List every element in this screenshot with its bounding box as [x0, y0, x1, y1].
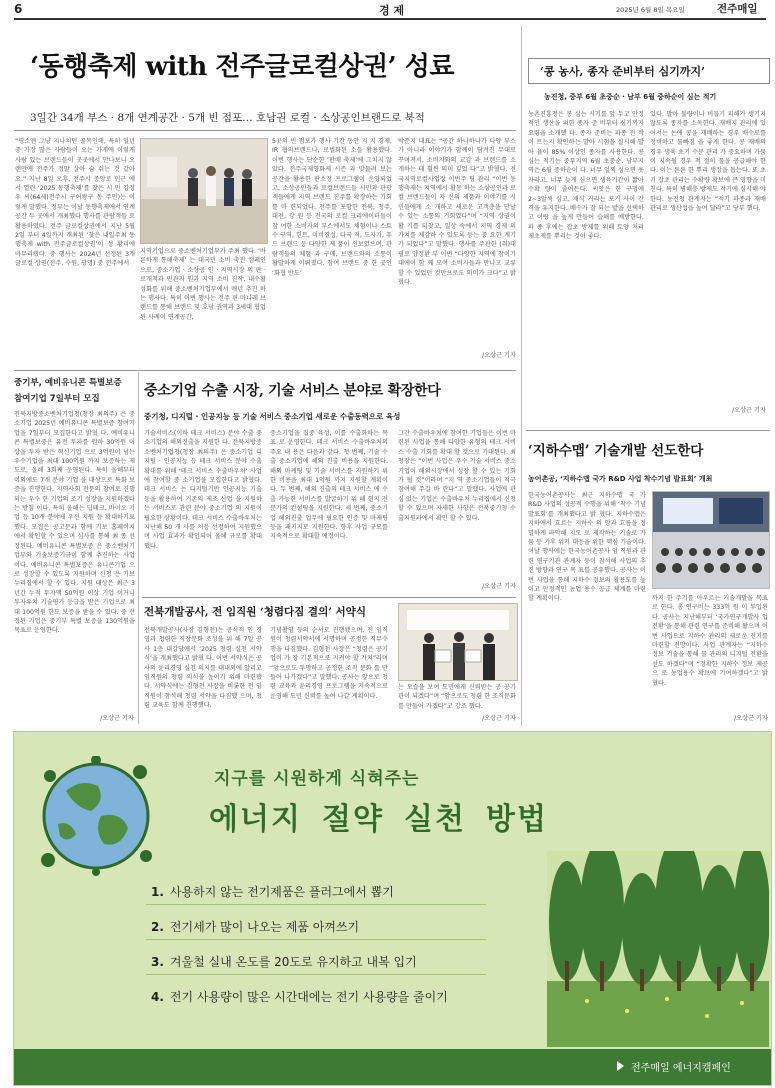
paper-name: 전주매일: [717, 3, 758, 15]
underground-article-col2: 까지 한 주기를 아우르는 기술개발을 목표로 한다. 총 연구비는 333억 원 이 투입된다. 공사는 지난해부터 ‘국가연구개발사 업 전환’을 통해 관련 연구를 준비해 왔으며 이번 사업으로 지하수 관리의 새로운 전기를 마련할 전망이다. 사업 관계자는 “지하수 정보 기술을 통해 물 관리의 디지털 전환을 선도 하겠다”며 “정확한 지하수 정보 제공으 로 농업용수 확보에 기여하겠다”고 밝 혔다.: [652, 595, 768, 687]
energy-campaign-ad: [13, 731, 772, 1086]
divider: [146, 904, 486, 905]
forest-photo: [547, 851, 769, 1047]
bean-subhead: 농진청, 중부 6월 초중순 · 남부 6월 중하순이 심는 적기: [544, 93, 717, 101]
main-article-col2: 지역기업으로 중소벤처기업부가 주최 했다. ‘바른하게 통해축제’ 는 대국민 소비 축진 캠페인으로, 중소기업 · 소상공 인 · 지역시장 의 판 · 로개척과 민관지 원과 지역 소비 진작, 내수활성화를 위해 중소벤처기업부에서 매년 추진 하는 행사다. 특히 이번 행사는 전주 핀 마니레 브랜드를 통해 브랜드 및 호남 권역과 3세대 협업된 사례이 연계공간,: [140, 248, 266, 321]
export-subhead: 중기청, 디지털 · 인공지능 등 기술 서비스 중소기업 새로운 수출동력으로 육성: [144, 412, 401, 421]
ad-title-big: 에너지 절약 실천 방법: [209, 802, 549, 837]
forum-article-photo: [398, 603, 518, 681]
export-article-byline: /오상근 기자: [482, 583, 516, 590]
ad-tip-number: 4.: [151, 990, 164, 1004]
forum-article-col1: 전북개발공사(사장 김형천)는 공식적 인 경영과 청렴한 직장문화 조성을 위 해 7일 공사 1층 대강당에서 ‘2025 청렴 실천 서약식’을 개최했다고 밝혔 다. 이번 서약식은 공사의 윤리경영 실천 의지를 대내외에 알리고 임직원의 청렴 의식을 높이기 위해 마련됐다. 서약식에는 김형천 사장을 비롯한 전 임직원이 참석해 청렴 서약을 다짐했 으며, 청렴 교육도 함께 진행했다.: [144, 627, 262, 710]
page-header: [14, 0, 766, 20]
page-number: 6: [14, 2, 23, 16]
export-article-col1: 기술서비스(이하 테크 서비스) 분야 수출 중소기업의 해외진출을 지원한 다. 전북지방중소벤처기업청(청장 최의주) 은 중소기업 디지털 · 인공지능 등 테크 서비스 분야 수출 확대를 위해 ‘테크 서비스 수출바우처’ 사업에 참여할 중 소기업을 모집한다고 밝혔다. 테크 서비스 는 디지털기반 인공지능 기술 등을 활용하여 기존의 제조 산업 을 지원하는 서비스로 관련 분야 중소기업 의 지원이 필요한 상황이다. 테크 서비스 수출바우처는 지난해 50 개 사를 처음 선정하여 지원했으며 사업 효과가 확인되어 올해 규모를 확대했다.: [144, 430, 262, 550]
main-subhead: 3일간 34개 부스 · 8개 연계공간 · 5개 빈 점포… 호남권 로컬 · 소상공인브랜드로 북적: [30, 112, 425, 124]
divider: [146, 939, 486, 940]
main-article-col1: “평소엔 그냥 지나치던 골목인데, 특히 일년 중 가장 많은 사람들이 오는 가게에 이렇게 사람 있는 브랜드들이 곳곳에서 만나보니 오랜만에 전주가 정말 살아 숨 쉬는 것 같아요.” 지난 8일 오후, 전주시 중앙로 인근 에서 열린 ‘2025 동행축제’를 찾은 시 민 김정우 씨(64세)전주시 구어왕구 동 주민)는 이렇게 말했다. 정부는 이날 동행축제에서 연계 공간 두 곳에서 개최했다 행사를 관람객들 로 활용하였다. 전주 글로컬상권에서 지난 5월 2일 부터 4일까지 개최된 ‘찾은 내일주최 동행축제 with 전주글로컬상권’이 성 황리에 마무리됐다. 중 행사는 2024년 선정된 3개 글로컬 상권(전주, 수원, 광명) 중 전주에서: [15, 138, 135, 268]
underground-article-photo: [652, 491, 770, 589]
campaign-label: 전주매일 에너지캠페인: [631, 1063, 731, 1074]
section-name: 경 제: [379, 4, 405, 17]
divider: [146, 974, 486, 975]
ad-tip-text: 전기세가 많이 나오는 제품 아껴쓰기: [169, 920, 360, 934]
divider: [526, 430, 770, 431]
ad-tip-number: 1.: [151, 885, 164, 899]
export-article-col3: 그간 수출바우처에 참여한 기업들은 이번 마련된 사업을 통해 다양한 유형의 테크 서비스 수출 기회를 확대 할 것으로 기대된다. 최 청장은 “이번 사업은 우수 기술 서비스 중소기업이 해외시장에서 성장 할 수 있는 기회가 될 것”이라며 “지 역 중소기업들이 적극 참여해 주길 바 란다”고 말했다. 사업에 관심 있는 기업은 수출바우처 누리집에서 신청할 수 있으며 자세한 사항은 전북중기청 수출지원과에서 확인 할 수 있다.: [398, 430, 516, 522]
main-article-photo: [140, 138, 268, 244]
ad-tip-number: 2.: [151, 920, 164, 934]
ad-tip-2: [151, 918, 359, 935]
photo-presentation-hall: [653, 492, 769, 588]
bean-article-col2: 있다. 발아 불량이나 비둘기 피해가 생기지 않도록 종자를 소독한다. 재배지 관리에 있어서는 논에 콩을 재배하는 경우 배수로를 정비하고 물빠짐 을 좋게 한다. 콩 재배의 경우 생육 초기 수분 관리 가 중요하며 가뭄이 지속될 경우 적 절히 물을 공급해야 한다. 이는 튼튼 한 뿌리 생장을 돕는다. 또 초기 잡초 관리는 수확량 확보에 큰 영향을 미친다. 특히 병해충 방제도 적기에 실시해 야 한다. 농진청 관계자는 “적기 파종과 재배 관리로 생산성을 높여 달라”고 당부 했다.: [650, 111, 766, 213]
ad-tip-4: [151, 988, 448, 1005]
underground-article-col1: 한국농어촌공사는 최근 지하수맵 국 가 R&D 사업의 성공적 수행을 위해 ‘착수 기념 발표회’를 개최했다고 밝 혔다. 지하수맵은 지하에서 흐르는 지하수 의 양과 흐름을 정밀하게 파악해 지도 로 제작하는 기술로 가뭄 등 기후 위기 대응을 위한 핵심 기술이다. 이날 행사에는 한국농어촌공사 임 직원과 관련 연구기관 관계자 등이 참석해 사업의 추진 방향과 연구 목 표를 공유했다. 공사는 이번 사업을 통해 지하수 정보의 활용도를 높이고 안정적인 농업 용수 공급 체계를 마련할 계획이다.: [528, 492, 646, 603]
export-article-col2: 중소기업을 집중 육성, 이를 수출화하는 목표 로 운영한다. 테크 서비스 수출바우처의 주요 내 용은 다음과 같다. 첫 번째, 기술 수출 중소기업에 해외 진출 비용을 지원한다. 해외 마케팅 및 기술 서비스를 지원하기 위한 비용을 최대 1억원 까지 지원할 계획이다. 두 번째, 해외 진출의 테크 서비스 에 수출 가능한 서비스를 발굴하기 위 해 현지 전문가의 컨설팅을 지원한다. 세 번째, 중소기업 해외진출 업무에 필요한 인증 및 마케팅 등을 패키지로 지원한다. 향후 사업 규모를 지속적으로 확대할 예정이다.: [270, 430, 388, 541]
ad-tip-number: 3.: [151, 955, 164, 969]
forum-headline: 전북개발공사, 전 임직원 ‘청렴다짐 결의’ 서약식: [144, 606, 366, 618]
main-headline: ‘동행축제 with 전주글로컬상권’ 성료: [30, 52, 454, 82]
ad-title-small: 지구를 시원하게 식혀주는: [214, 769, 420, 789]
photo-event-scene: [141, 139, 267, 243]
export-headline: 중소기업 수출 시장, 기술 서비스 분야로 확장한다: [144, 383, 441, 399]
ad-tip-text: 겨울철 실내 온도를 20도로 유지하고 내복 입기: [169, 955, 417, 969]
column-divider: [521, 26, 522, 726]
divider: [14, 130, 516, 131]
forum-article-col2: 기념촬영 등의 순서로 진행됐으며, 전 임직원이 청렴서약서에 서명하며 공정한 직무수행을 다짐했다. 김형천 사장은 “청렴은 공기업이 가 장 기본적으로 지켜야 할 가치”라며 “앞으로도 투명하고 공정한 조직 문화 를 만들어 나가겠다”고 말했다. 공사는 앞으로 청렴 교육과 윤리경영 프로그램을 지속적으로 운영해 도민 신뢰를 높여 나갈 계획이다.: [270, 627, 388, 700]
unicorn-headline: 중기부, 예비유니콘 특별보증: [14, 378, 122, 388]
divider: [142, 597, 516, 598]
ad-tip-1: [151, 883, 394, 900]
photo-pledge-ceremony: [399, 604, 517, 680]
underground-subhead: 농어촌공, ‘지하수맵 국가 R&D 사업 착수기념 발표회’ 개최: [528, 475, 713, 483]
bean-article-col1: 농촌진흥청은 콩 심는 시기를 앞 두고 안정적인 생산을 위한 종자 준 비부터 심기까지 요령을 소개했 다. 종자 준비는 파종 전 싹이 트는지 확인하는 발아 시험을 실시해 발아 율이 85% 이상인 종자를 사용한다. 콩 심는 적기는 중부지역 6월 초중순, 남부지역은 6월 중하순이 다. 너무 일찍 심으면 웃자라고, 너무 늦게 심으면 생육기간이 짧아 수확 량이 줄어든다. 씨앗은 한 구멍에 2~3알씩 심고, 재식 거리는 포기 사이 간격을 유지한다. 배수가 잘 되는 밭을 선택하고 이랑 을 높게 만들어 습해를 예방한다. 파 종 후에는 잡초 방제를 위해 토양 처리 제초제를 뿌리는 것이 좋다.: [528, 111, 644, 241]
earth-globe-icon: [36, 756, 156, 876]
underground-headline: ‘지하수맵’ 기술개발 선도한다: [528, 443, 704, 459]
main-article-col4: 박준지 대표는 “공간 하나하나가 다양 부스가 아니라 이야기가 함께이 담겨진 무대로 꾸며져서, 소비자와의 교감 과 브랜드를 소개하는 데 훨씬 의미 깊었 다”고 밝혔다. 전국지역로컬사업장 이번주 팀 관리 “이번 동행축제는 지역에서 활동 하는 소상공인과 로컬 브랜드들이 자 신의 제품과 이야기를 시민들에게 소 개하고 새로운 고객층을 만날 수 있는 소통의 기회였다”며 “지역 상권이 활 기를 되찾고, 일상 속에서 지역 경제 의 가치를 체감하 수 있도록 등는 중 요한 계기가 되었다”고 말했다. 행사를 주관한 (취)대필로 양정환 부 이번 “다양한 지역에 참이기대에이 함 께 모여 소비자들과 만나고 교류할 수 있었던 것만으로도 의미가 크다”고 밝 혔다.: [398, 138, 516, 287]
underground-article-byline: /오상근 기자: [734, 715, 768, 722]
main-article-byline: /오상근 기자: [482, 352, 516, 359]
ad-tip-text: 사용하지 않는 전기제품은 플러그에서 뽑기: [169, 885, 394, 899]
unicorn-subhead: 참여기업 7일부터 모집: [14, 394, 100, 404]
ad-tip-text: 전기 사용량이 많은 시간대에는 전기 사용량을 줄이기: [169, 990, 448, 1004]
ad-tip-3: [151, 953, 417, 970]
forum-article-byline: /오상근 기자: [482, 715, 516, 722]
column-divider: [138, 372, 139, 724]
issue-date: 2025년 6월 8일 목요일: [616, 6, 685, 14]
forum-article-col3: 는 모습을 보여 도민에게 신뢰받는 공 공기관이 되겠다”며 “앞으로도 청렴 한 조직문화를 만들어 가겠다”고 강조 했다.: [398, 684, 516, 710]
unicorn-article-body: 전북지방중소벤처기업청(청장 최의주) 은 중소기업 2025년 예비유니콘 특별보증 참여기업을 7일부터 모집한다고 밝혔 다. 예비유니콘 특별보증은 유전 투자를 원하 30억원 이상을 투자 받은 혁신기업 으로 3억원이 넘는 우수기업을 최대 100억원 까지 보증하는 제도로, 올해 3회째 운영된다. 특히 올해부터 이외에도 7개 분야 기업 을 대상으로 특화 보증을 진행한다. 지역사회 전문의 참여로 진행되는 우수 한 기업의 조기 성장을 지원하겠다는 방침 이다. 특히 올해는 딥테크, 바이오 기업 등 10개 분야에 우선 지원 등 확대하기로 했다. 모집은 공고문과 함께 기보 홈페이지 에서 확인할 수 있으며 심사를 통해 최 종 선정된다. 예비유니콘 특별보증 은 중소벤처기업부와 기술보증기금이 함께 추진하는 사업이다. 예비유니콘 특별보증은 유니콘기업 으로 성장할 수 있도록 지원하며 신청 은 기보 누리집에서 할 수 있다. 지원 대상은 최근 3년간 누적 투자액 50억원 이상 기업 이거나 투자유치 기술평가 등급을 받은 기업으로 최대 100억원 한도 보증을 받을 수 있다. 중 선정된 기업은 중기부 특별 보증을 130억원을 목표로 운영한다.: [14, 411, 135, 635]
ad-footer-band: [14, 1049, 771, 1085]
main-article-col3: 5곳의 빈 점포가 행사 기간 동안 지 지 경제, IR 협의브랜드나, 로벌화된 소들 활용했다. 이번 행사는 단순한 ‘판매 축제’에 그치지 않았다. 전주국제영화제 시즌 과 맞물려 보는 공간을 활용한 판소정 프로그램이 운영되었고, 소상공인들과 로컬브랜드들 시민과 관광객들에게 지역 브랜드 진주를 확장하는 기회를 마 련되었다. 전주를 포함한 전북, 청주, 대전, 강 원 등 전국의 로컬 크리에이터들이 참 여한 소비자의 부스에서도 체험이나 스토 수 구역, 힌트, 미비결성, 다국 적, 도자기, 푸드 브랜드 등 다양한 제 품이 선보였으며, 관람객들의 체험 과 구매, 브랜드와의 소통이 활발하게 이뤄졌다. 참여 브랜드 중 한 곳인 ‘화협 반도’: [272, 138, 392, 277]
divider: [14, 370, 516, 371]
unicorn-article-byline: /오상근 기자: [100, 715, 134, 722]
bean-article-byline: /오상근 기자: [732, 407, 766, 414]
bean-headline: ‘콩 농사, 종자 준비부터 심기까지’: [540, 65, 705, 78]
play-icon: [617, 1061, 624, 1071]
